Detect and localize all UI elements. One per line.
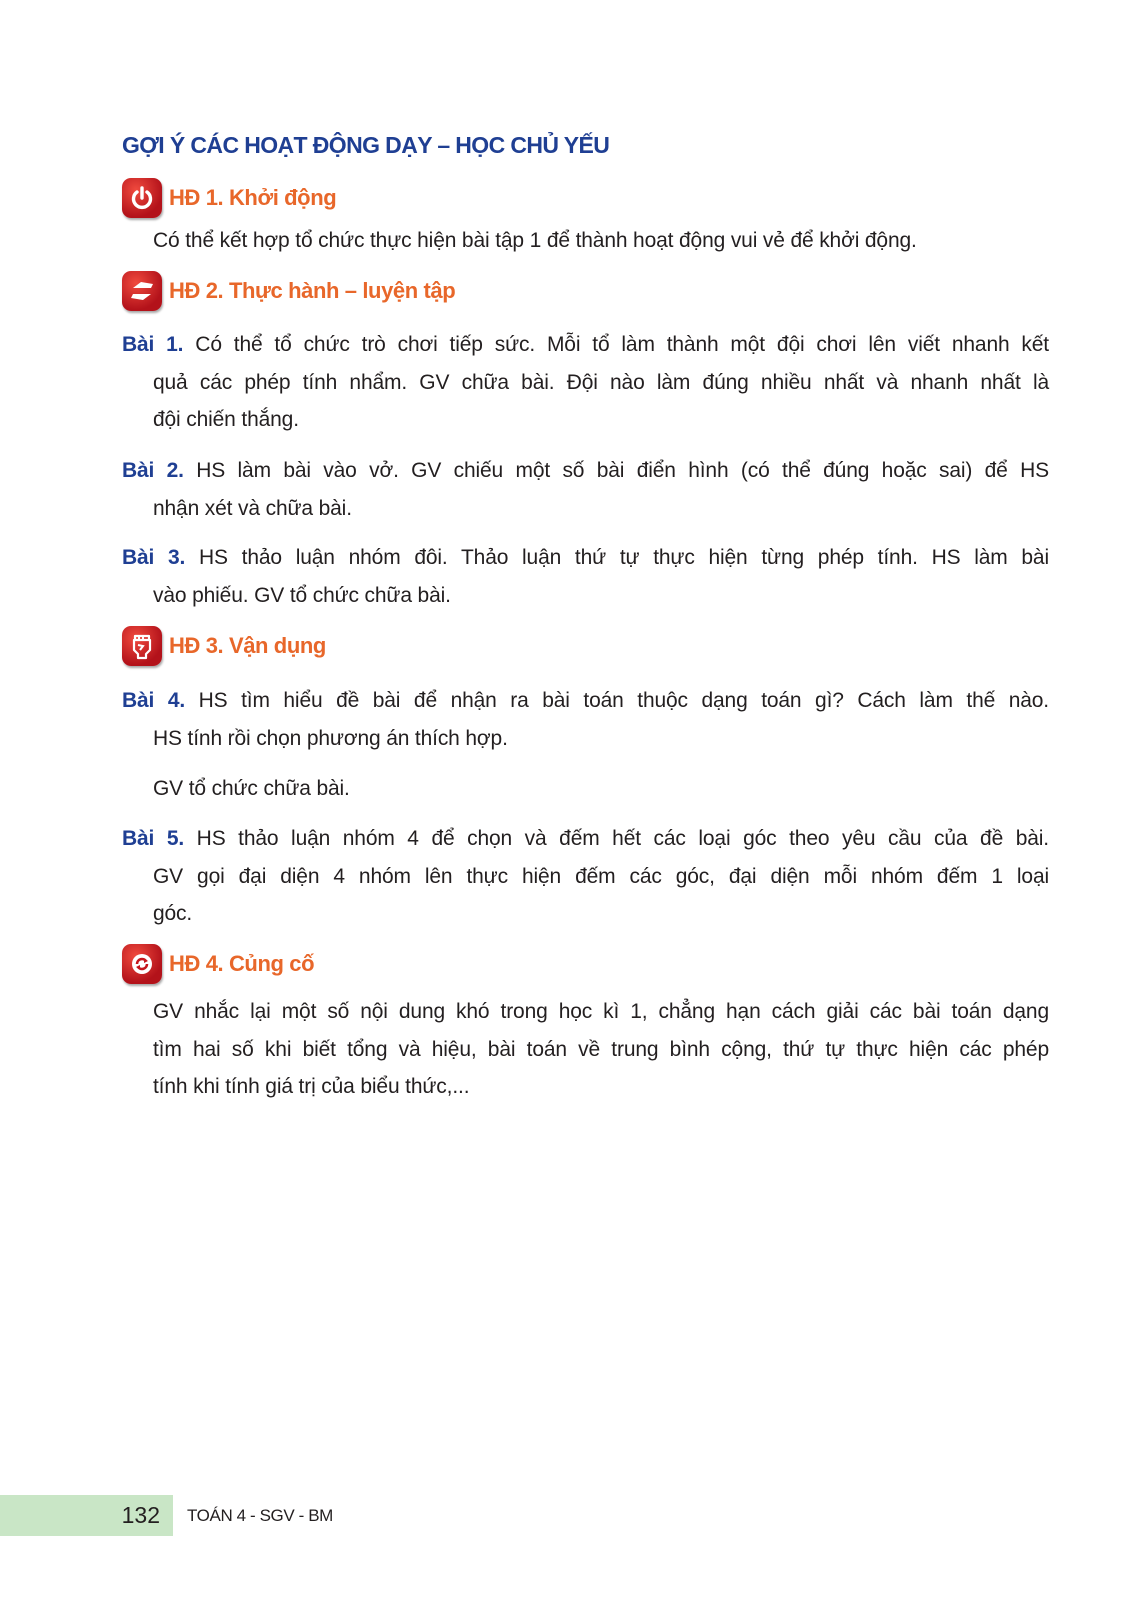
bai4-paragraph xyxy=(122,682,1049,757)
power-icon xyxy=(122,178,162,218)
text-line: vào phiếu. GV tổ chức chữa bài. xyxy=(153,583,451,607)
activity-label: HĐ 3. Vận dụng xyxy=(169,633,326,658)
section-title: GỢI Ý CÁC HOẠT ĐỘNG DẠY – HỌC CHỦ YẾU xyxy=(122,132,610,158)
refresh-icon xyxy=(122,944,162,984)
activity-label: HĐ 1. Khởi động xyxy=(169,185,337,210)
activity-heading-2 xyxy=(122,269,455,313)
text-line: góc. xyxy=(153,902,193,926)
footer-book-title: TOÁN 4 - SGV - BM xyxy=(187,1506,333,1525)
page-number: 132 xyxy=(121,1502,160,1528)
activity-heading-1 xyxy=(122,176,336,220)
text-line: Có thể kết hợp tổ chức thực hiện bài tập 1 để thành hoạt động vui vẻ để khởi động. xyxy=(153,229,917,252)
exercise-label: Bài 3. xyxy=(122,546,186,569)
activity-heading-4 xyxy=(122,942,314,986)
text-line: đội chiến thắng. xyxy=(153,408,299,432)
exercise-label: Bài 1. xyxy=(122,333,184,356)
text-line: HS tìm hiểu đề bài để nhận ra bài toán thuộc dạng toán gì? Cách làm thế nào. xyxy=(185,689,1049,712)
exercise-label: Bài 4. xyxy=(122,689,186,712)
text-line: tính khi tính giá trị của biểu thức,... xyxy=(153,1075,470,1099)
text-line: Có thể tổ chức trò chơi tiếp sức. Mỗi tổ làm thành một đội chơi lên viết nhanh kết xyxy=(183,333,1049,356)
text-line: GV tổ chức chữa bài. xyxy=(153,777,350,800)
text-line: HS thảo luận nhóm 4 để chọn và đếm hết các loại góc theo yêu cầu của đề bài. xyxy=(184,827,1049,850)
fist-icon xyxy=(122,626,162,666)
hands-icon xyxy=(122,271,162,311)
bai5-paragraph xyxy=(122,820,1049,933)
exercise-label: Bài 2. xyxy=(122,459,184,482)
activity-heading-3 xyxy=(122,624,326,668)
hd1-paragraph xyxy=(122,222,1049,260)
activity-label: HĐ 2. Thực hành – luyện tập xyxy=(169,278,456,303)
text-line: HS làm bài vào vở. GV chiếu một số bài điển hình (có thể đúng hoặc sai) để HS xyxy=(183,459,1049,482)
bai4-extra xyxy=(122,770,1049,808)
exercise-label: Bài 5. xyxy=(122,827,185,850)
bai3-paragraph xyxy=(122,539,1049,614)
text-line: GV gọi đại diện 4 nhóm lên thực hiện đếm các góc, đại diện mỗi nhóm đếm 1 loại xyxy=(153,864,1049,888)
bai1-paragraph xyxy=(122,326,1049,439)
text-line: quả các phép tính nhẩm. GV chữa bài. Đội nào làm đúng nhiều nhất và nhanh nhất là xyxy=(153,370,1049,394)
text-line: HS thảo luận nhóm đôi. Thảo luận thứ tự thực hiện từng phép tính. HS làm bài xyxy=(185,546,1049,569)
text-line: HS tính rồi chọn phương án thích hợp. xyxy=(153,726,508,750)
hd4-paragraph xyxy=(122,993,1049,1106)
text-line: tìm hai số khi biết tổng và hiệu, bài toán về trung bình cộng, thứ tự thực hiện các phép xyxy=(153,1037,1049,1061)
text-line: nhận xét và chữa bài. xyxy=(153,496,352,520)
bai2-paragraph xyxy=(122,452,1049,527)
text-line: GV nhắc lại một số nội dung khó trong học kì 1, chẳng hạn cách giải các bài toán dạng xyxy=(153,1000,1049,1023)
activity-label: HĐ 4. Củng cố xyxy=(169,951,315,976)
